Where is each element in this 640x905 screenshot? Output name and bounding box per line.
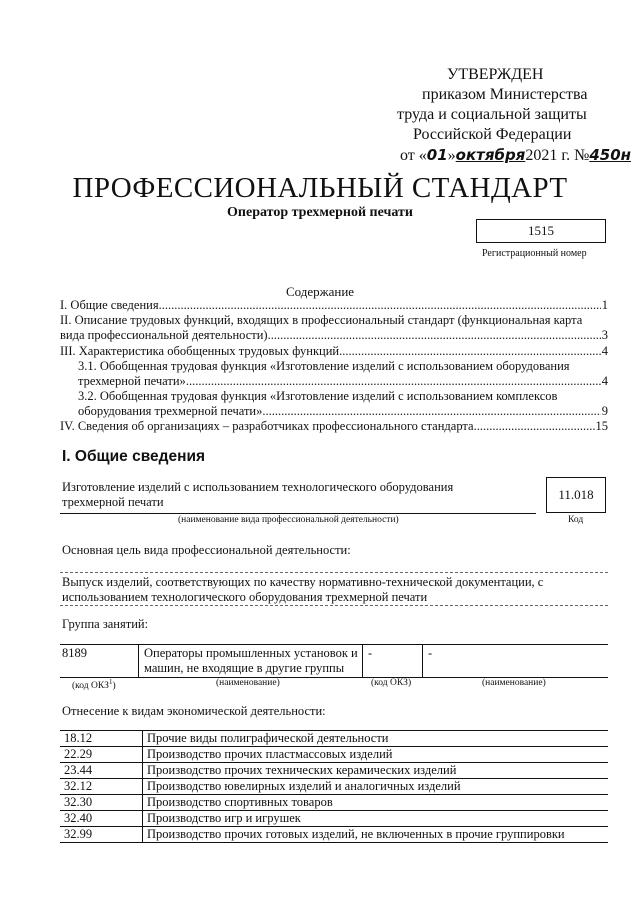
okz-code: 8189 bbox=[62, 646, 87, 660]
okved-name: Производство ювелирных изделий и аналогичных изделий bbox=[147, 779, 461, 793]
okz-name: Операторы промышленных установок и машин, не входящие в другие группы bbox=[144, 646, 358, 675]
date-mid: » bbox=[447, 147, 456, 164]
divider bbox=[362, 645, 363, 677]
okz-caption: (код ОКЗ$^1$) bbox=[72, 678, 116, 692]
okz-code-caption: (код ОКЗ) bbox=[371, 678, 412, 688]
okved-name: Производство прочих пластмассовых изделий bbox=[147, 747, 393, 761]
document-title: ПРОФЕССИОНАЛЬНЫЙ СТАНДАРТ bbox=[72, 172, 568, 204]
toc-item-cont[interactable]: вида профессиональной деятельности) ..... 3 bbox=[60, 328, 608, 343]
occupation-table bbox=[60, 644, 608, 678]
table-row bbox=[60, 763, 608, 779]
registration-number-box: 1515 bbox=[476, 219, 606, 243]
table-row bbox=[60, 747, 608, 763]
toc-title: Содержание bbox=[285, 284, 355, 299]
standard-name: Оператор трехмерной печати bbox=[227, 205, 413, 220]
approval-line: Российской Федерации bbox=[413, 126, 572, 143]
divider bbox=[60, 513, 536, 514]
toc-item[interactable]: III. Характеристика обобщенных трудовых функций ..... 4 bbox=[60, 344, 608, 359]
okved-name: Прочие виды полиграфической деятельности bbox=[147, 731, 389, 745]
toc-item[interactable]: II. Описание трудовых функций, входящих в профессиональный стандарт (функциональная карта bbox=[60, 313, 583, 327]
okz-name-2: - bbox=[428, 646, 433, 660]
approval-heading: УТВЕРЖДЕН bbox=[447, 66, 544, 83]
toc-item[interactable]: I. Общие сведения ..... 1 bbox=[60, 298, 608, 313]
okz-code-2: - bbox=[368, 646, 373, 660]
okved-name: Производство спортивных товаров bbox=[147, 795, 333, 809]
approval-line: труда и социальной защиты bbox=[397, 106, 587, 123]
okz-name-caption-2: (наименование) bbox=[482, 678, 546, 688]
approval-line: приказом Министерства bbox=[422, 86, 588, 103]
okved-code: 32.99 bbox=[60, 827, 143, 843]
divider bbox=[60, 572, 608, 573]
activity-kind-line: Изготовление изделий с использованием технологического оборудования bbox=[62, 480, 454, 494]
table-row bbox=[60, 811, 608, 827]
okved-code: 23.44 bbox=[60, 763, 143, 779]
okz-name-caption: (наименование) bbox=[216, 678, 280, 688]
toc-item[interactable]: 3.1. Обобщенная трудовая функция «Изготовление изделий с использованием оборудования bbox=[78, 359, 570, 373]
table-row bbox=[60, 731, 608, 747]
occupation-label: Группа занятий: bbox=[62, 617, 149, 631]
divider bbox=[60, 605, 608, 606]
activity-code-box: 11.018 bbox=[546, 477, 606, 513]
table-row bbox=[60, 795, 608, 811]
table-row bbox=[60, 779, 608, 795]
divider bbox=[422, 645, 423, 677]
okved-code: 32.30 bbox=[60, 795, 143, 811]
goal-label: Основная цель вида профессиональной деятельности: bbox=[62, 543, 351, 557]
okved-code: 18.12 bbox=[60, 731, 143, 747]
date-month-handwritten: октября bbox=[455, 146, 526, 164]
date-prefix: от « bbox=[400, 147, 427, 164]
code-caption: Код bbox=[568, 515, 584, 525]
table-row bbox=[60, 827, 608, 843]
okved-table bbox=[60, 730, 608, 843]
goal-text: Выпуск изделий, соответствующих по качеству нормативно-технической документации, с использованием технологического оборудования трехмерной печати bbox=[62, 575, 544, 604]
okved-name: Производство прочих технических керамических изделий bbox=[147, 763, 457, 777]
toc-item-cont[interactable]: трехмерной печати» ..... 4 bbox=[78, 374, 608, 389]
okved-code: 22.29 bbox=[60, 747, 143, 763]
activity-caption: (наименование вида профессиональной деятельности) bbox=[178, 515, 399, 525]
activity-kind-line: трехмерной печати bbox=[62, 495, 164, 509]
okved-code: 32.40 bbox=[60, 811, 143, 827]
activity-kind bbox=[62, 480, 532, 510]
toc-item[interactable]: 3.2. Обобщенная трудовая функция «Изготовление изделий с использованием комплексов bbox=[78, 389, 558, 403]
okved-label: Отнесение к видам экономической деятельности: bbox=[62, 704, 326, 718]
toc-item-cont[interactable]: оборудования трехмерной печати» ..... 9 bbox=[78, 404, 608, 419]
toc-item[interactable]: IV. Сведения об организациях – разработчиках профессионального стандарта ..... 15 bbox=[60, 419, 608, 434]
divider bbox=[138, 645, 139, 677]
approval-date-line bbox=[400, 146, 631, 165]
okved-name: Производство игр и игрушек bbox=[147, 811, 301, 825]
okved-name: Производство прочих готовых изделий, не включенных в прочие группировки bbox=[147, 827, 565, 841]
date-day-handwritten: 01 bbox=[426, 146, 448, 164]
order-number-handwritten: 450н bbox=[589, 146, 632, 164]
table-of-contents bbox=[60, 298, 608, 438]
date-year: 2021 г. № bbox=[525, 147, 590, 164]
registration-number-label: Регистрационный номер bbox=[482, 248, 587, 259]
okved-code: 32.12 bbox=[60, 779, 143, 795]
section-heading: I. Общие сведения bbox=[62, 448, 206, 465]
